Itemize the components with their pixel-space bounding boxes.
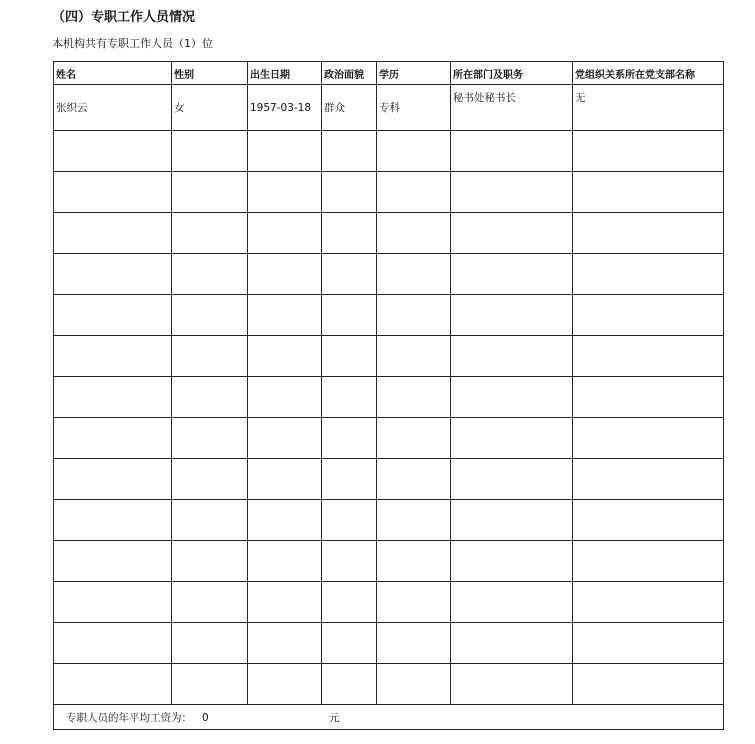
table-cell-empty [377,582,451,623]
table-cell-empty [172,459,248,500]
table-row-empty [54,418,724,459]
table-cell-empty [573,254,724,295]
table-cell-empty [172,172,248,213]
table-cell-empty [248,418,322,459]
table-cell-empty [451,336,573,377]
header-birth-date: 出生日期 [248,62,322,85]
table-cell-empty [54,459,172,500]
table-cell-empty [54,336,172,377]
table-cell-empty [451,418,573,459]
table-cell-empty [377,172,451,213]
cell-political-status: 群众 [322,85,377,131]
table-cell-empty [377,131,451,172]
table-cell-empty [172,254,248,295]
table-cell-empty [451,541,573,582]
table-cell-empty [451,459,573,500]
section-title: （四）专职工作人员情况 [52,10,196,25]
table-row-empty [54,172,724,213]
table-cell-empty [322,418,377,459]
table-cell-empty [322,254,377,295]
table-cell-empty [172,582,248,623]
table-cell-empty [54,131,172,172]
table-cell-empty [573,336,724,377]
table-cell-empty [573,623,724,664]
table-cell-empty [54,213,172,254]
table-row-empty [54,336,724,377]
table-cell-empty [573,664,724,705]
table-cell-empty [573,541,724,582]
table-cell-empty [573,377,724,418]
table-cell-empty [322,295,377,336]
table-cell-empty [377,459,451,500]
table-cell-empty [573,500,724,541]
cell-birth-date: 1957-03-18 [248,85,322,131]
table-cell-empty [377,295,451,336]
table-cell-empty [451,500,573,541]
table-cell-empty [377,541,451,582]
header-education: 学历 [377,62,451,85]
table-row-empty [54,254,724,295]
table-cell-empty [573,459,724,500]
table-cell-empty [248,336,322,377]
table-cell-empty [322,213,377,254]
staff-table [53,61,724,730]
table-cell-empty [451,213,573,254]
table-cell-empty [248,172,322,213]
table-row-empty [54,377,724,418]
table-cell-empty [322,664,377,705]
table-cell-empty [377,623,451,664]
table-cell-empty [54,254,172,295]
table-row-empty [54,500,724,541]
table-row-empty [54,295,724,336]
table-cell-empty [573,582,724,623]
table-row-empty [54,664,724,705]
table-cell-empty [451,131,573,172]
table-row-empty [54,582,724,623]
table-cell-empty [451,377,573,418]
table-cell-empty [172,418,248,459]
table-cell-empty [322,459,377,500]
table-cell-empty [573,295,724,336]
table-cell-empty [451,254,573,295]
table-cell-empty [248,541,322,582]
table-cell-empty [322,336,377,377]
table-cell-empty [248,664,322,705]
header-political-status: 政治面貌 [322,62,377,85]
table-cell-empty [248,131,322,172]
table-cell-empty [248,213,322,254]
table-cell-empty [172,541,248,582]
table-cell-empty [54,500,172,541]
header-party-branch: 党组织关系所在党支部名称 [573,62,724,85]
table-cell-empty [377,336,451,377]
table-header-row [54,62,724,85]
table-cell-empty [54,418,172,459]
staff-count-text: 本机构共有专职工作人员（1）位 [52,37,213,50]
table-cell-empty [172,295,248,336]
table-row-empty [54,623,724,664]
table-cell-empty [377,377,451,418]
table-cell-empty [322,541,377,582]
table-cell-empty [248,500,322,541]
table-cell-empty [451,295,573,336]
table-cell-empty [172,377,248,418]
salary-footer-row [54,705,724,730]
table-cell-empty [54,295,172,336]
table-row [54,85,724,131]
table-cell-empty [172,664,248,705]
table-cell-empty [377,213,451,254]
cell-gender: 女 [172,85,248,131]
salary-cell [54,705,724,730]
table-cell-empty [377,418,451,459]
header-name: 姓名 [54,62,172,85]
header-gender: 性别 [172,62,248,85]
table-cell-empty [248,582,322,623]
salary-unit: 元 [329,711,340,724]
table-row-empty [54,541,724,582]
table-cell-empty [172,336,248,377]
table-cell-empty [377,254,451,295]
table-cell-empty [322,131,377,172]
table-cell-empty [248,254,322,295]
table-cell-empty [451,582,573,623]
table-cell-empty [377,500,451,541]
header-department-position: 所在部门及职务 [451,62,573,85]
table-cell-empty [573,213,724,254]
table-cell-empty [248,459,322,500]
table-cell-empty [322,500,377,541]
table-cell-empty [248,295,322,336]
table-cell-empty [172,213,248,254]
cell-party-branch: 无 [573,85,724,131]
table-row-empty [54,213,724,254]
table-cell-empty [54,664,172,705]
table-cell-empty [172,500,248,541]
table-cell-empty [322,172,377,213]
salary-label: 专职人员的年平均工资为： [66,711,192,724]
table-cell-empty [54,377,172,418]
table-cell-empty [573,418,724,459]
cell-name: 张织云 [54,85,172,131]
table-cell-empty [322,377,377,418]
table-row-empty [54,459,724,500]
table-cell-empty [54,582,172,623]
table-cell-empty [573,131,724,172]
table-cell-empty [377,664,451,705]
table-cell-empty [322,623,377,664]
table-cell-empty [172,131,248,172]
table-cell-empty [573,172,724,213]
table-cell-empty [54,541,172,582]
table-cell-empty [248,623,322,664]
cell-education: 专科 [377,85,451,131]
table-cell-empty [248,377,322,418]
table-cell-empty [322,582,377,623]
table-cell-empty [451,664,573,705]
table-cell-empty [172,623,248,664]
cell-department-position: 秘书处秘书长 [451,85,573,131]
table-cell-empty [54,623,172,664]
table-cell-empty [451,172,573,213]
table-row-empty [54,131,724,172]
table-cell-empty [54,172,172,213]
salary-value: 0 [202,711,209,724]
table-cell-empty [451,623,573,664]
